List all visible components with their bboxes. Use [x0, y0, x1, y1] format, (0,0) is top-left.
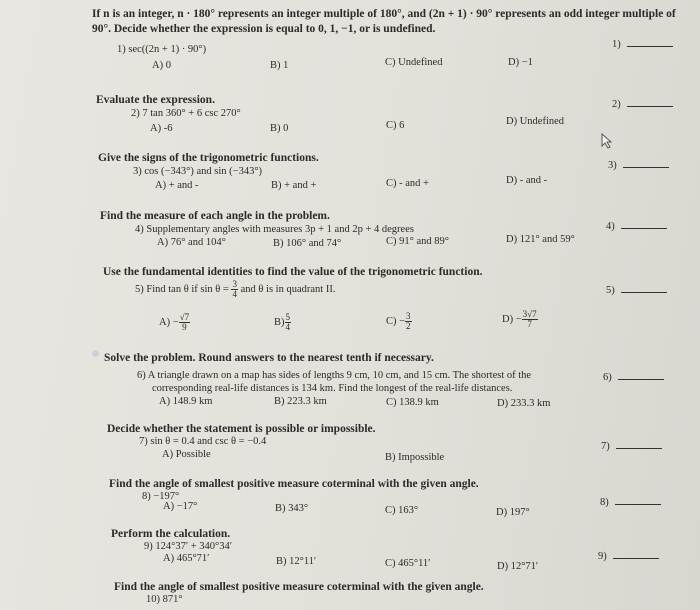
section-4-heading: Find the measure of each angle in the problem.	[100, 210, 330, 222]
option-c-denominator: 2	[406, 321, 411, 331]
radio-bullet-icon	[92, 350, 99, 357]
question-3-option-d[interactable]: D) - and -	[506, 175, 548, 186]
answer-blank-2[interactable]	[612, 99, 673, 110]
question-6-option-d[interactable]: D) 233.3 km	[497, 398, 551, 409]
answer-line-9	[613, 558, 659, 559]
sin-denominator: 4	[232, 289, 237, 299]
answer-blank-7[interactable]	[601, 441, 662, 452]
question-5-option-a[interactable]	[159, 313, 190, 332]
question-10-prompt: 10) 871°	[146, 594, 183, 605]
question-3-option-c[interactable]: C) - and +	[386, 178, 429, 189]
answer-line-7	[616, 448, 662, 449]
option-c-fraction	[405, 312, 412, 331]
question-4-option-a[interactable]: A) 76° and 104°	[157, 237, 226, 248]
answer-blank-9[interactable]	[598, 551, 659, 562]
answer-line-4	[621, 228, 667, 229]
answer-label-4: 4)	[606, 221, 615, 232]
section-3-heading: Give the signs of the trigonometric functions.	[98, 152, 319, 164]
question-4-prompt: 4) Supplementary angles with measures 3p + 1 and 2p + 4 degrees	[135, 224, 414, 235]
question-6-prompt-line-1: 6) A triangle drawn on a map has sides of lengths 9 cm, 10 cm, and 15 cm. The shortest of the	[137, 370, 532, 381]
answer-label-2: 2)	[612, 99, 621, 110]
option-d-denominator: 7	[527, 319, 532, 329]
answer-blank-4[interactable]	[606, 221, 667, 232]
answer-line-5	[621, 292, 667, 293]
section-7-heading: Decide whether the statement is possible or impossible.	[107, 423, 376, 435]
sin-numerator: 3	[232, 279, 237, 289]
answer-blank-8[interactable]	[600, 497, 661, 508]
question-6-option-a[interactable]: A) 148.9 km	[159, 396, 213, 407]
question-2-option-a[interactable]: A) -6	[150, 123, 173, 134]
question-4-option-d[interactable]: D) 121° and 59°	[506, 234, 575, 245]
option-b-fraction	[285, 313, 292, 332]
option-a-denominator: 9	[182, 322, 187, 332]
section-8-heading: Find the angle of smallest positive measure coterminal with the given angle.	[109, 478, 479, 490]
question-4-option-b[interactable]: B) 106° and 74°	[273, 238, 342, 249]
question-2-prompt: 2) 7 tan 360° + 6 csc 270°	[131, 108, 241, 119]
answer-label-8: 8)	[600, 497, 609, 508]
answer-line-6	[618, 379, 664, 380]
question-1-option-c[interactable]: C) Undefined	[385, 57, 443, 68]
question-9-option-a[interactable]: A) 465°71′	[163, 553, 210, 564]
option-b-denominator: 4	[285, 322, 290, 332]
option-a-fraction	[179, 313, 190, 332]
question-5-option-b-label: B)	[274, 316, 285, 328]
mouse-cursor-icon	[601, 133, 613, 149]
question-8-option-a[interactable]: A) −17°	[163, 501, 198, 512]
answer-line-3	[623, 167, 669, 168]
question-8-option-c[interactable]: C) 163°	[385, 505, 419, 516]
question-6-option-c[interactable]: C) 138.9 km	[386, 397, 439, 408]
option-a-numerator: √7	[179, 312, 190, 322]
question-2-option-b[interactable]: B) 0	[270, 123, 289, 134]
question-7-option-a[interactable]: A) Possible	[162, 449, 211, 460]
answer-blank-3[interactable]	[608, 160, 669, 171]
question-4-option-c[interactable]: C) 91° and 89°	[386, 236, 449, 247]
section-9-heading: Perform the calculation.	[111, 528, 231, 540]
answer-label-1: 1)	[612, 39, 621, 50]
question-5-prompt	[135, 280, 335, 299]
answer-blank-1[interactable]	[612, 39, 673, 50]
intro-line-2: 90°. Decide whether the expression is equal to 0, 1, −1, or is undefined.	[92, 23, 436, 35]
question-3-option-b[interactable]: B) + and +	[271, 180, 317, 191]
answer-blank-6[interactable]	[603, 372, 664, 383]
section-2-heading: Evaluate the expression.	[96, 94, 215, 106]
intro-line-1: If n is an integer, n · 180° represents an integer multiple of 180°, and (2n + 1) · 90° represents an odd integer multiple of	[92, 8, 676, 20]
question-9-prompt: 9) 124°37′ + 340°34′	[144, 541, 233, 552]
question-8-option-d[interactable]: D) 197°	[496, 507, 530, 518]
question-5-option-d[interactable]	[502, 310, 538, 329]
question-9-option-d[interactable]: D) 12°71′	[497, 561, 539, 572]
question-3-prompt: 3) cos (−343°) and sin (−343°)	[133, 166, 263, 177]
question-5-option-b[interactable]	[274, 313, 291, 332]
question-1-prompt: 1) sec((2n + 1) · 90°)	[117, 44, 207, 55]
question-6-option-b[interactable]: B) 223.3 km	[274, 396, 327, 407]
question-6-prompt-line-2: corresponding real-life distances is 134 km. Find the longest of the real-life distances.	[152, 383, 513, 394]
option-d-numerator: 3√7	[522, 309, 537, 319]
answer-label-9: 9)	[598, 551, 607, 562]
question-3-option-a[interactable]: A) + and -	[155, 180, 199, 191]
question-5-option-a-label: A) −	[159, 316, 179, 328]
answer-label-6: 6)	[603, 372, 612, 383]
answer-line-1	[627, 46, 673, 47]
section-6-heading: Solve the problem. Round answers to the nearest tenth if necessary.	[104, 352, 434, 364]
question-1-option-b[interactable]: B) 1	[270, 60, 289, 71]
question-1-option-d[interactable]: D) −1	[508, 57, 533, 68]
question-9-option-c[interactable]: C) 465°11′	[385, 558, 431, 569]
question-5-option-d-label: D) −	[502, 313, 522, 325]
answer-label-3: 3)	[608, 160, 617, 171]
question-7-prompt: 7) sin θ = 0.4 and csc θ = −0.4	[139, 436, 267, 447]
answer-line-8	[615, 504, 661, 505]
section-10-heading: Find the angle of smallest positive measure coterminal with the given angle.	[114, 581, 484, 593]
answer-line-2	[627, 106, 673, 107]
question-5-prompt-start: 5) Find tan θ if sin θ =	[135, 283, 232, 295]
question-5-option-c-label: C) −	[386, 315, 406, 327]
question-2-option-d[interactable]: D) Undefined	[506, 116, 565, 127]
question-7-option-b[interactable]: B) Impossible	[385, 452, 445, 463]
option-b-numerator: 5	[285, 312, 290, 322]
section-5-heading: Use the fundamental identities to find the value of the trigonometric function.	[103, 266, 483, 278]
answer-blank-5[interactable]	[606, 285, 667, 296]
option-c-numerator: 3	[406, 311, 411, 321]
question-1-option-a[interactable]: A) 0	[152, 60, 171, 71]
option-d-fraction	[522, 310, 538, 329]
answer-label-5: 5)	[606, 285, 615, 296]
question-9-option-b[interactable]: B) 12°11′	[276, 556, 317, 567]
answer-label-7: 7)	[601, 441, 610, 452]
question-5-option-c[interactable]	[386, 312, 412, 331]
question-8-prompt: 8) −197°	[142, 491, 180, 502]
question-2-option-c[interactable]: C) 6	[386, 120, 405, 131]
question-8-option-b[interactable]: B) 343°	[275, 503, 309, 514]
question-5-prompt-end: and θ is in quadrant II.	[237, 283, 336, 295]
